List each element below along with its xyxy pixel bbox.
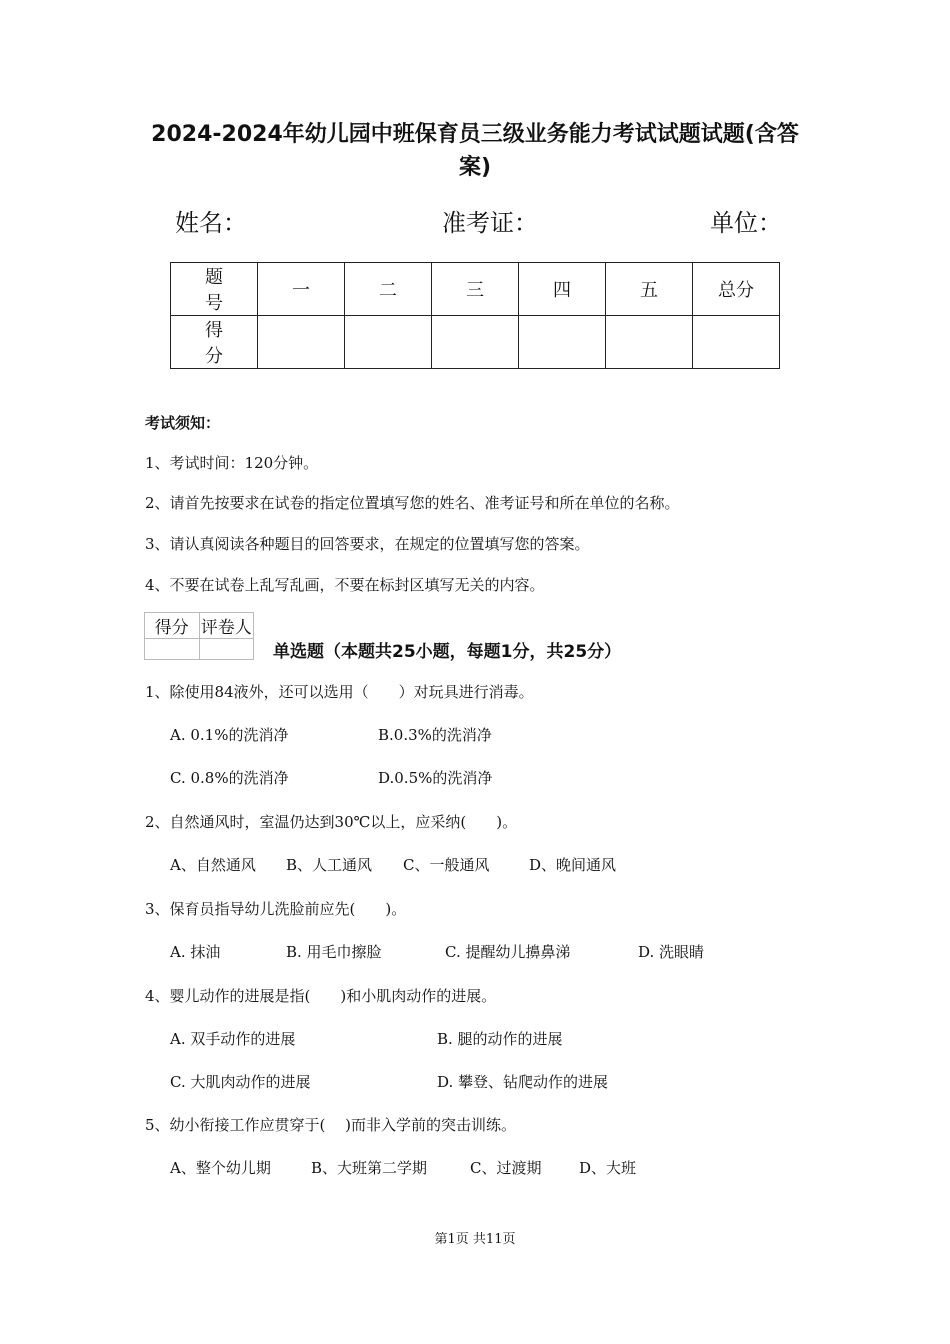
notice-item: 4、不要在试卷上乱写乱画，不要在标封区填写无关的内容。 [145,576,545,594]
score-table-header-cell: 总分 [693,263,780,316]
score-input-cell[interactable] [258,316,345,369]
grader-score-cell[interactable] [145,639,200,660]
question-option[interactable]: D、大班 [579,1159,637,1177]
question-stem: 4、婴儿动作的进展是指( )和小肌肉动作的进展。 [145,987,497,1005]
score-input-cell[interactable] [606,316,693,369]
score-table-header-cell: 四 [519,263,606,316]
score-input-cell[interactable] [519,316,606,369]
question-option[interactable]: B、大班第二学期 [311,1159,428,1177]
notice-heading: 考试须知： [145,414,221,432]
score-table-header-cell: 三 [432,263,519,316]
question-option[interactable]: D.0.5%的洗消净 [378,769,493,787]
notice-item: 2、请首先按要求在试卷的指定位置填写您的姓名、准考证号和所在单位的名称。 [145,494,680,512]
question-option[interactable]: B.0.3%的洗消净 [378,726,492,744]
document-title-line2: 案) [458,155,492,180]
document-title-line1: 2024-2024年幼儿园中班保育员三级业务能力考试试题试题(含答 [151,122,799,147]
question-option[interactable]: D. 攀登、钻爬动作的进展 [437,1073,609,1091]
question-option[interactable]: D. 洗眼睛 [638,943,705,961]
score-input-cell[interactable] [345,316,432,369]
notice-item: 3、请认真阅读各种题目的回答要求，在规定的位置填写您的答案。 [145,535,590,553]
grader-reviewer-cell[interactable] [199,639,254,660]
question-stem: 2、自然通风时，室温仍达到30℃以上，应采纳( )。 [145,813,518,831]
question-option[interactable]: A、整个幼儿期 [170,1159,271,1177]
question-option[interactable]: A. 0.1%的洗消净 [170,726,289,744]
question-stem: 1、除使用84液外，还可以选用（ ）对玩具进行消毒。 [145,683,534,701]
page-number: 第1页 共11页 [434,1232,516,1247]
score-table-header-cell: 二 [345,263,432,316]
grader-table [144,612,254,660]
score-table-row-label: 得 分 [171,316,258,369]
question-option[interactable]: C. 大肌肉动作的进展 [170,1073,311,1091]
grader-score-label: 得分 [145,613,200,639]
score-input-cell[interactable] [693,316,780,369]
score-input-cell[interactable] [432,316,519,369]
unit-field-label: 单位： [710,209,782,237]
question-option[interactable]: A、自然通风 [170,856,256,874]
score-table-header-cell: 一 [258,263,345,316]
score-table-header-cell: 五 [606,263,693,316]
score-table-header-cell: 题 号 [171,263,258,316]
question-option[interactable]: B、人工通风 [286,856,373,874]
grader-reviewer-label: 评卷人 [199,613,254,639]
score-table-header-row [171,263,780,316]
exam-id-field-label: 准考证： [442,209,538,237]
question-stem: 5、幼小衔接工作应贯穿于( )而非入学前的突击训练。 [145,1116,517,1134]
question-option[interactable]: B. 用毛巾擦脸 [286,943,382,961]
question-option[interactable]: A. 抹油 [170,943,221,961]
score-table-score-row [171,316,780,369]
section-title: 单选题（本题共25小题，每题1分，共25分） [273,642,622,662]
question-option[interactable]: D、晚间通风 [529,856,617,874]
score-table [170,262,780,369]
question-option[interactable]: A. 双手动作的进展 [170,1030,296,1048]
name-field-label: 姓名： [175,209,247,237]
question-option[interactable]: C. 提醒幼儿擤鼻涕 [445,943,571,961]
question-option[interactable]: C、过渡期 [470,1159,542,1177]
notice-item: 1、考试时间：120分钟。 [145,454,319,472]
question-option[interactable]: C. 0.8%的洗消净 [170,769,289,787]
question-stem: 3、保育员指导幼儿洗脸前应先( )。 [145,900,407,918]
question-option[interactable]: B. 腿的动作的进展 [437,1030,563,1048]
question-option[interactable]: C、一般通风 [403,856,490,874]
